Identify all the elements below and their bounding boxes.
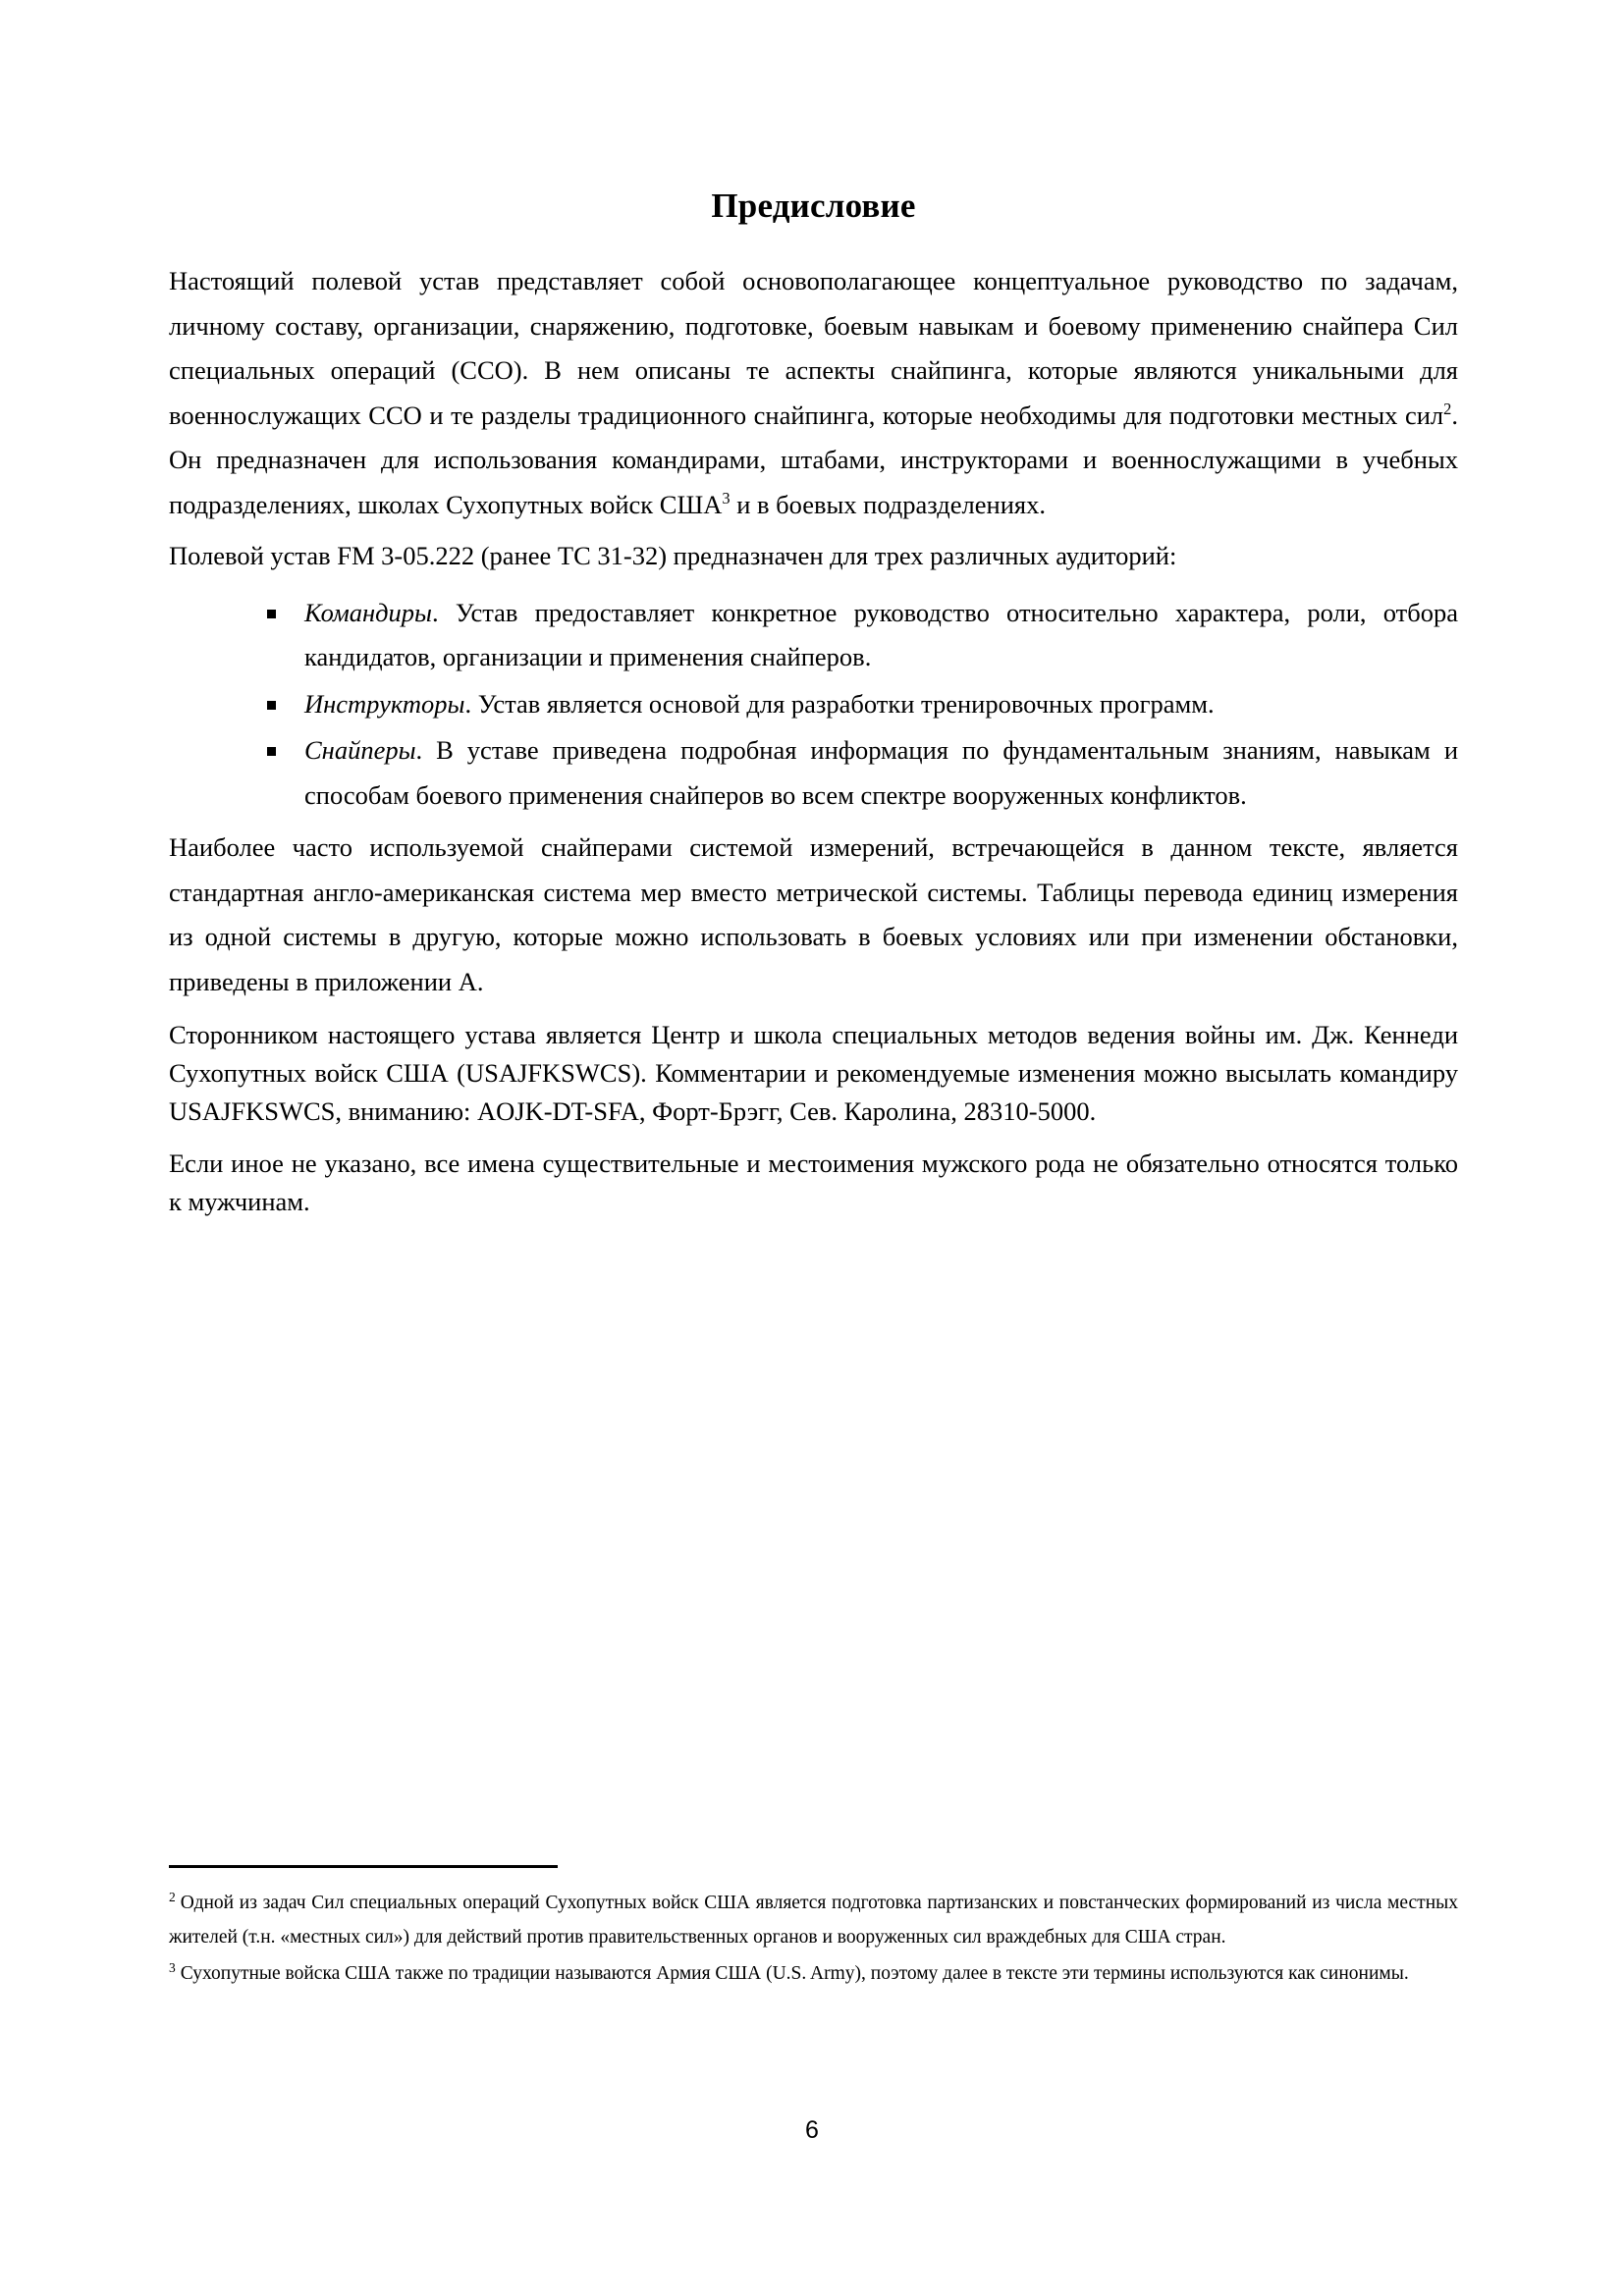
paragraph-intro-text-a: Настоящий полевой устав представляет собой основополагающее концептуальное руководство по задачам, личному составу, организации, снаряжению, подготовке, боевым навыкам и боевому применению снайпера Сил специальных операций (ССО). В нем описаны те аспекты снайпинга, которые являются уникальными для военнослужащих ССО и те разделы традиционного снайпинга, которые необходимы для подготовки местных сил: [169, 266, 1458, 430]
page-number: 6: [805, 2116, 819, 2144]
footnote-3: [169, 1956, 1458, 1991]
footnote-ref-3[interactable]: 3: [722, 488, 731, 507]
paragraph-proponent: Сторонником настоящего устава является Центр и школа специальных методов ведения войны им. Дж. Кеннеди Сухопутных войск США (USAJFKSWCS). Комментарии и рекомендуемые изменения можно высылать командиру USAJFKSWCS, вниманию: AOJK-DT-SFA, Форт-Брэгг, Сев. Каролина, 28310-5000.: [169, 1020, 1458, 1126]
paragraph-intro: [169, 259, 1458, 527]
page-content: [169, 187, 1458, 1235]
list-item-term: Снайперы: [304, 735, 416, 765]
list-item: [169, 682, 1458, 727]
square-bullet-icon: [267, 701, 276, 710]
footnote-separator: [169, 1865, 558, 1868]
footnote-number: 2: [169, 1889, 176, 1904]
paragraph-intro-text-b: . Он предназначен для использования командирами, штабами, инструкторами и военнослужащими в учебных подразделениях, школах Сухопутных войск США: [169, 400, 1458, 519]
square-bullet-icon: [267, 747, 276, 756]
footnote-number: 3: [169, 1959, 176, 1975]
paragraph-intro-text-c: и в боевых подразделениях.: [730, 489, 1046, 519]
footnotes-section: [169, 1865, 1458, 1993]
footnote-ref-2[interactable]: 2: [1443, 399, 1452, 418]
list-item-term: Инструкторы: [304, 688, 465, 719]
footnote-2: [169, 1886, 1458, 1954]
paragraph-gender-note: Если иное не указано, все имена существительные и местоимения мужского рода не обязательно относятся только к мужчинам.: [169, 1148, 1458, 1216]
paragraph-audiences-lead: Полевой устав FM 3-05.222 (ранее TC 31-32) предназначен для трех различных аудиторий:: [169, 541, 1177, 570]
page-title: Предисловие: [711, 187, 916, 225]
paragraph-measurements: Наиболее часто используемой снайперами системой измерений, встречающейся в данном тексте, является стандартная англо-американская система мер вместо метрической системы. Таблицы перевода единиц измерения из одной системы в другую, которые можно использовать в боевых условиях или при изменении обстановки, приведены в приложении А.: [169, 832, 1458, 996]
list-item: [169, 591, 1458, 680]
list-item: [169, 728, 1458, 818]
list-item-text: . Устав предоставляет конкретное руководство относительно характера, роли, отбора кандидатов, организации и применения снайперов.: [304, 597, 1458, 671]
list-item-text: . Устав является основой для разработки тренировочных программ.: [464, 688, 1215, 719]
list-item-term: Командиры: [304, 597, 432, 627]
footnote-text: Одной из задач Сил специальных операций Сухопутных войск США является подготовка партизанских и повстанческих формирований из числа местных жителей (т.н. «местных сил») для действий против правительственных органов и вооруженных сил враждебных для США стран.: [169, 1893, 1458, 1948]
square-bullet-icon: [267, 610, 276, 618]
footnote-text: Сухопутные войска США также по традиции называются Армия США (U.S. Army), поэтому далее в тексте эти термины используются как синонимы.: [180, 1963, 1409, 1984]
audience-list: [169, 591, 1458, 819]
list-item-text: . В уставе приведена подробная информация по фундаментальным знаниям, навыкам и способам боевого применения снайперов во всем спектре вооруженных конфликтов.: [304, 735, 1458, 810]
